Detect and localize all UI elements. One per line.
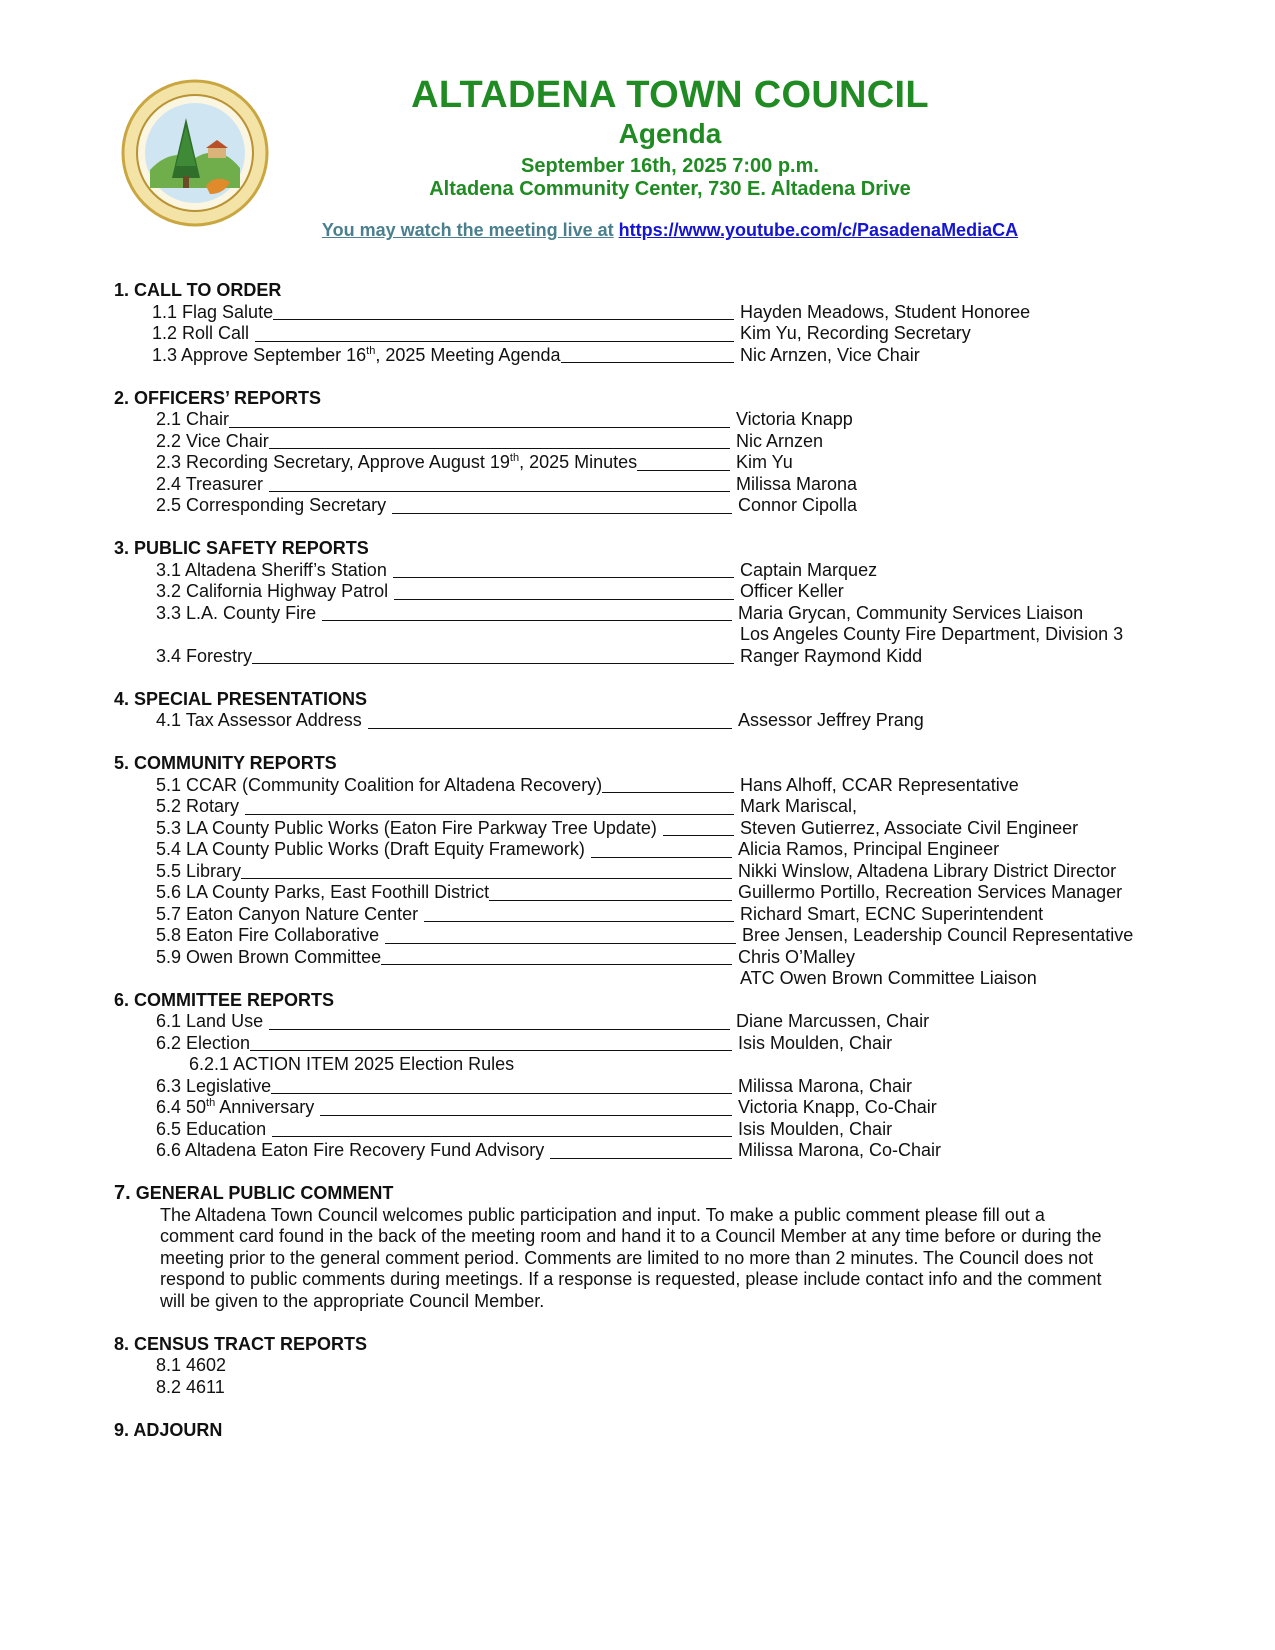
item-label: 2.1 Chair [156, 409, 230, 429]
item-label: 1.3 Approve September 16th, 2025 Meeting Agenda [152, 344, 561, 365]
watch-live-text: You may watch the meeting live at [321, 220, 614, 240]
item-label: 6.2 Election [156, 1032, 251, 1053]
item-presenter: Nic Arnzen, Vice Chair [740, 344, 920, 365]
agenda-item-4-1 [114, 710, 1174, 732]
item-label: 6.1 Land Use [156, 1011, 264, 1031]
agenda-item-6-2 [114, 1033, 1174, 1055]
agenda-item-3-3-cont [114, 624, 1174, 646]
agenda-item-5-8 [114, 925, 1174, 947]
agenda-subtitle: Agenda [618, 118, 722, 149]
council-title: ALTADENA TOWN COUNCIL [411, 74, 929, 116]
section-2-title: 2. OFFICERS’ REPORTS [114, 387, 322, 408]
agenda-item-5-6 [114, 882, 1174, 904]
agenda-item-2-3 [114, 452, 1174, 474]
agenda-item-6-2-1 [114, 1054, 1174, 1076]
item-presenter: Bree Jensen, Leadership Council Representative [742, 925, 1134, 945]
agenda-item-5-3 [114, 818, 1174, 840]
item-label: 3.3 L.A. County Fire [156, 602, 317, 623]
item-label: 2.3 Recording Secretary, Approve August 19th, 2025 Minutes [156, 452, 638, 472]
agenda-list [114, 280, 1174, 1441]
item-label: 3.2 California Highway Patrol [156, 581, 389, 601]
item-presenter: Isis Moulden, Chair [738, 1118, 893, 1139]
youtube-link[interactable]: https://www.youtube.com/c/PasadenaMediaCA [618, 220, 1019, 240]
item-label: 1.1 Flag Salute [152, 301, 274, 322]
section-9-title: 9. ADJOURN [114, 1419, 223, 1440]
item-presenter: Connor Cipolla [738, 495, 858, 515]
item-label: 2.4 Treasurer [156, 473, 264, 494]
agenda-item-6-1 [114, 1011, 1174, 1033]
item-label: 6.5 Education [156, 1118, 267, 1139]
item-label: 6.3 Legislative [156, 1075, 272, 1096]
item-presenter: Isis Moulden, Chair [738, 1032, 893, 1053]
item-label: 6.6 Altadena Eaton Fire Recovery Fund Advisory [156, 1140, 545, 1160]
agenda-item-2-5 [114, 495, 1174, 517]
section-3-title: 3. PUBLIC SAFETY REPORTS [114, 538, 369, 558]
agenda-item-5-9-cont [114, 968, 1174, 990]
item-presenter: Officer Keller [740, 581, 844, 601]
item-label: 5.8 Eaton Fire Collaborative [156, 925, 380, 945]
item-label: 2.2 Vice Chair [156, 430, 269, 451]
agenda-item-6-6 [114, 1140, 1174, 1162]
agenda-item-1-3 [114, 345, 1174, 367]
item-presenter: Chris O’Malley [738, 946, 856, 967]
agenda-item-6-4 [114, 1097, 1174, 1119]
section-7-title: 7. GENERAL PUBLIC COMMENT [114, 1182, 394, 1204]
item-presenter: Milissa Marona, Chair [738, 1075, 913, 1096]
item-presenter: Richard Smart, ECNC Superintendent [740, 903, 1044, 924]
item-presenter: Alicia Ramos, Principal Engineer [738, 839, 1000, 859]
agenda-item-3-4 [114, 646, 1174, 668]
agenda-item-1-2 [114, 323, 1174, 345]
agenda-item-5-2 [114, 796, 1174, 818]
item-presenter-detail: ATC Owen Brown Committee Liaison [740, 968, 1037, 988]
agenda-item-2-2 [114, 431, 1174, 453]
item-presenter: Guillermo Portillo, Recreation Services Manager [738, 882, 1123, 902]
item-presenter: Victoria Knapp, Co-Chair [738, 1097, 937, 1117]
item-presenter: Hayden Meadows, Student Honoree [740, 301, 1031, 322]
item-label: 3.1 Altadena Sheriff’s Station [156, 559, 387, 580]
item-label: 2.5 Corresponding Secretary [156, 495, 387, 515]
agenda-item-3-3 [114, 603, 1174, 625]
item-label: 4.1 Tax Assessor Address [156, 710, 362, 730]
item-presenter-detail: Los Angeles County Fire Department, Division 3 [740, 624, 1124, 644]
agenda-item-5-5 [114, 861, 1174, 883]
item-label: 5.3 LA County Public Works (Eaton Fire Parkway Tree Update) [156, 817, 657, 838]
meeting-date-time: September 16th, 2025 7:00 p.m. [521, 155, 819, 177]
item-label: 5.5 Library [156, 860, 242, 881]
item-label: 1.2 Roll Call [152, 323, 250, 343]
item-presenter: Nikki Winslow, Altadena Library District Director [738, 860, 1117, 881]
meeting-location: Altadena Community Center, 730 E. Altadena Drive [429, 178, 911, 200]
item-label: 6.2.1 ACTION ITEM 2025 Election Rules [189, 1054, 515, 1074]
item-label: 5.9 Owen Brown Committee [156, 946, 382, 967]
census-tract-8-1: 8.1 4602 [156, 1355, 227, 1375]
item-label: 5.1 CCAR (Community Coalition for Altadena Recovery) [156, 774, 603, 795]
section-1-title: 1. CALL TO ORDER [114, 280, 282, 300]
section-8-title: 8. CENSUS TRACT REPORTS [114, 1333, 368, 1354]
item-presenter: Nic Arnzen [736, 430, 824, 451]
agenda-item-3-1 [114, 560, 1174, 582]
item-label: 5.2 Rotary [156, 796, 240, 816]
section-5-title: 5. COMMUNITY REPORTS [114, 753, 337, 773]
item-label: 5.4 LA County Public Works (Draft Equity Framework) [156, 839, 585, 859]
item-presenter: Ranger Raymond Kidd [740, 645, 923, 666]
item-label: 5.7 Eaton Canyon Nature Center [156, 903, 419, 924]
agenda-item-6-3 [114, 1076, 1174, 1098]
item-presenter: Milissa Marona [736, 473, 858, 494]
agenda-item-5-1 [114, 775, 1174, 797]
census-tract-8-2: 8.2 4611 [156, 1376, 225, 1397]
altadena-seal-logo [120, 78, 270, 228]
agenda-item-2-1 [114, 409, 1174, 431]
item-presenter: Assessor Jeffrey Prang [738, 710, 924, 730]
item-label: 5.6 LA County Parks, East Foothill District [156, 882, 490, 902]
agenda-item-5-7 [114, 904, 1174, 926]
agenda-item-1-1 [114, 302, 1174, 324]
item-label: 3.4 Forestry [156, 645, 253, 666]
agenda-item-5-4 [114, 839, 1174, 861]
item-presenter: Steven Gutierrez, Associate Civil Engineer [740, 817, 1079, 838]
item-presenter: Milissa Marona, Co-Chair [738, 1140, 942, 1160]
agenda-item-6-5 [114, 1119, 1174, 1141]
item-presenter: Maria Grycan, Community Services Liaison [738, 602, 1084, 623]
item-presenter: Captain Marquez [740, 559, 878, 580]
item-presenter: Victoria Knapp [736, 409, 853, 429]
agenda-item-2-4 [114, 474, 1174, 496]
public-comment-text: The Altadena Town Council welcomes public participation and input. To make a public comment please fill out a comment card found in the back of the meeting room and hand it to a Council Member at any time before or during the meeting prior to the general comment period. Comments are limited to no more than 2 minutes. The Council does not respond to public comments during meetings. If a response is requested, please include contact info and the comment will be given to the appropriate Council Member. [160, 1204, 1102, 1311]
item-presenter: Diane Marcussen, Chair [736, 1011, 930, 1031]
item-presenter: Hans Alhoff, CCAR Representative [740, 774, 1019, 795]
item-label: 6.4 50th Anniversary [156, 1097, 315, 1117]
section-6-title: 6. COMMITTEE REPORTS [114, 989, 335, 1010]
agenda-item-3-2 [114, 581, 1174, 603]
section-4-title: 4. SPECIAL PRESENTATIONS [114, 688, 368, 709]
agenda-item-5-9 [114, 947, 1174, 969]
item-presenter: Kim Yu, Recording Secretary [740, 323, 971, 343]
item-presenter: Kim Yu [736, 452, 793, 472]
watch-live-line [300, 220, 1040, 241]
item-presenter: Mark Mariscal, [740, 796, 858, 816]
